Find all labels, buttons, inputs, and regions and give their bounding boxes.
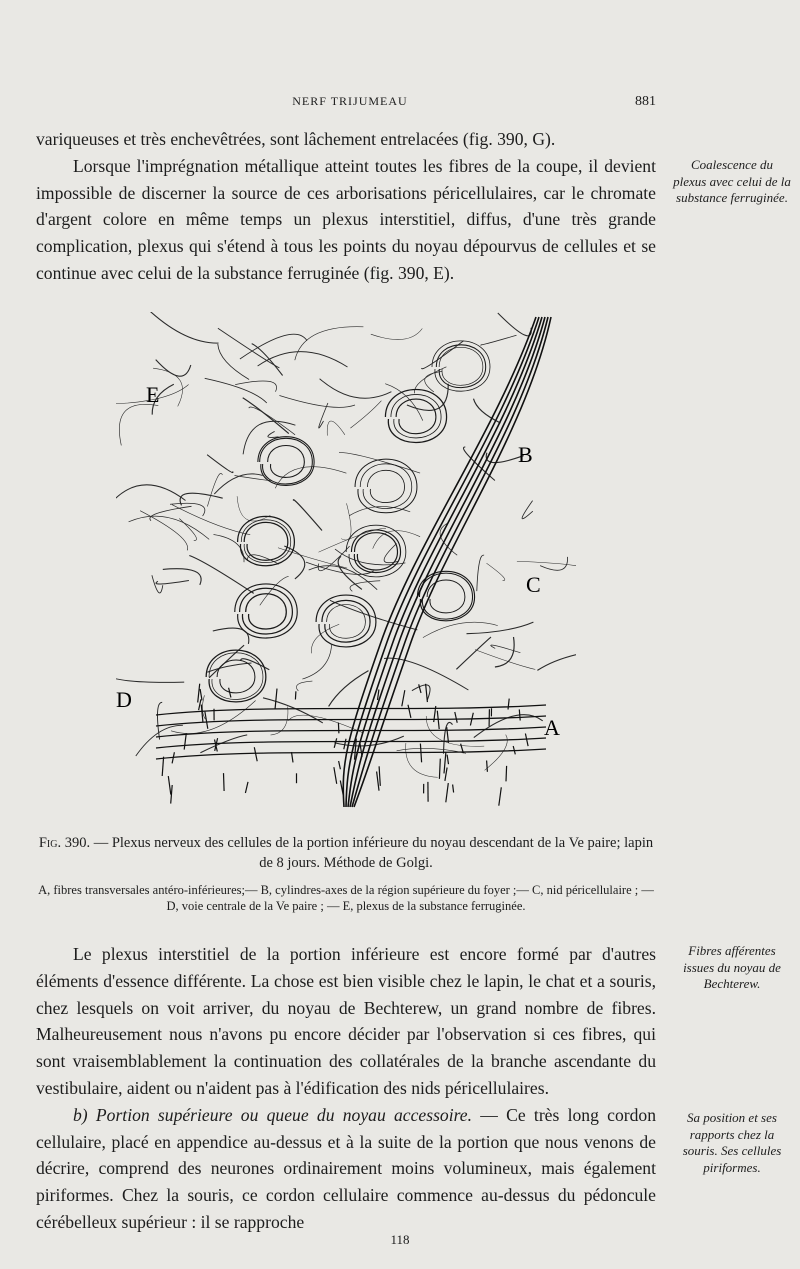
signature-mark: 118 [390, 1232, 410, 1247]
plexus-drawing [116, 312, 576, 822]
margin-note-fibres-afferentes: Fibres afférentes issues du noyau de Bechterew. [683, 943, 781, 991]
margin-note-position: Sa position et ses rapports chez la souris. Ses cellules piriformes. [682, 1110, 782, 1175]
paragraph-impregnation: Lorsque l'imprégnation métallique atteint toutes les fibres de la coupe, il devient impossible de discerner la source de ces arborisations péricellulaires, car le chromate d'argent colore en même temps un plexus interstitiel, diffus, d'une très grande complication, plexus qui s'étend à tous les points du noyau dépourvus de cellules et se continue avec celui de la substance ferruginée (fig. 390, E). [36, 155, 656, 283]
figure-legend: A, fibres transversales antéro-inférieures;— B, cylindres-axes de la région supérieure du foyer ;— C, nid péricellulaire ; — D, voie centrale de la Ve paire ; — E, plexus de la substance ferruginée. [38, 883, 654, 913]
running-header: NERF TRIJUMEAU [292, 94, 408, 108]
caption-text: — Plexus nerveux des cellules de la portion inférieure du noyau descendant de la Ve paire; lapin de 8 jours. Méthode de Golgi. [93, 835, 654, 871]
label-a: A [544, 715, 560, 740]
margin-note-coalescence: Coalescence du plexus avec celui de la substance ferruginée. [673, 157, 791, 205]
fiber-stroke [295, 691, 296, 699]
section-b-text: — Ce très long cordon cellulaire, placé en appendice au-dessus et à la suite de la portion que nous venons de décrire, comprend des neurones ordinairement moins volumineux, mais également piriformes. Chez la souris, ce cordon cellulaire commence au-dessus du pédoncule cérébelleux supérieur : il se rapproche [36, 1104, 656, 1232]
page-number: 881 [635, 94, 656, 109]
fiber-stroke [224, 773, 225, 791]
text-block-bottom [36, 941, 656, 1236]
label-d: D [116, 687, 132, 712]
figure-390-illustration [116, 312, 576, 822]
fiber-stroke [338, 723, 339, 734]
figure-reference: Fig. 390. [38, 835, 91, 851]
text-block-top [36, 126, 656, 287]
paragraph-plexus-interstitiel: Le plexus interstitiel de la portion inférieure est encore formé par d'autres éléments d'essence différente. La chose est bien visible chez le lapin, le chat et a souris, chez lesquels on voit arriver, du noyau de Bechterew, un grand nombre de fibres. Malheureusement nous n'avons pu encore décider par l'observation si ces fibres, qui sont vraisemblablement la continuation des collatérales de la branche ascendante du vestibulaire, aident ou n'aident pas à l'édification des nids péricellulaires. [36, 944, 656, 1098]
paragraph-continuation: variqueuses et très enchevêtrées, sont lâchement entrelacées (fig. 390, G). [36, 129, 556, 149]
label-c: C [526, 572, 541, 597]
paragraph-portion-superieure [36, 1102, 656, 1236]
fiber-stroke [487, 761, 488, 772]
figure-caption [36, 834, 656, 873]
label-b: B [518, 442, 533, 467]
fiber-stroke [506, 766, 507, 782]
label-e: E [146, 382, 160, 407]
section-heading-b: b) Portion supérieure ou queue du noyau accessoire. [73, 1104, 473, 1125]
